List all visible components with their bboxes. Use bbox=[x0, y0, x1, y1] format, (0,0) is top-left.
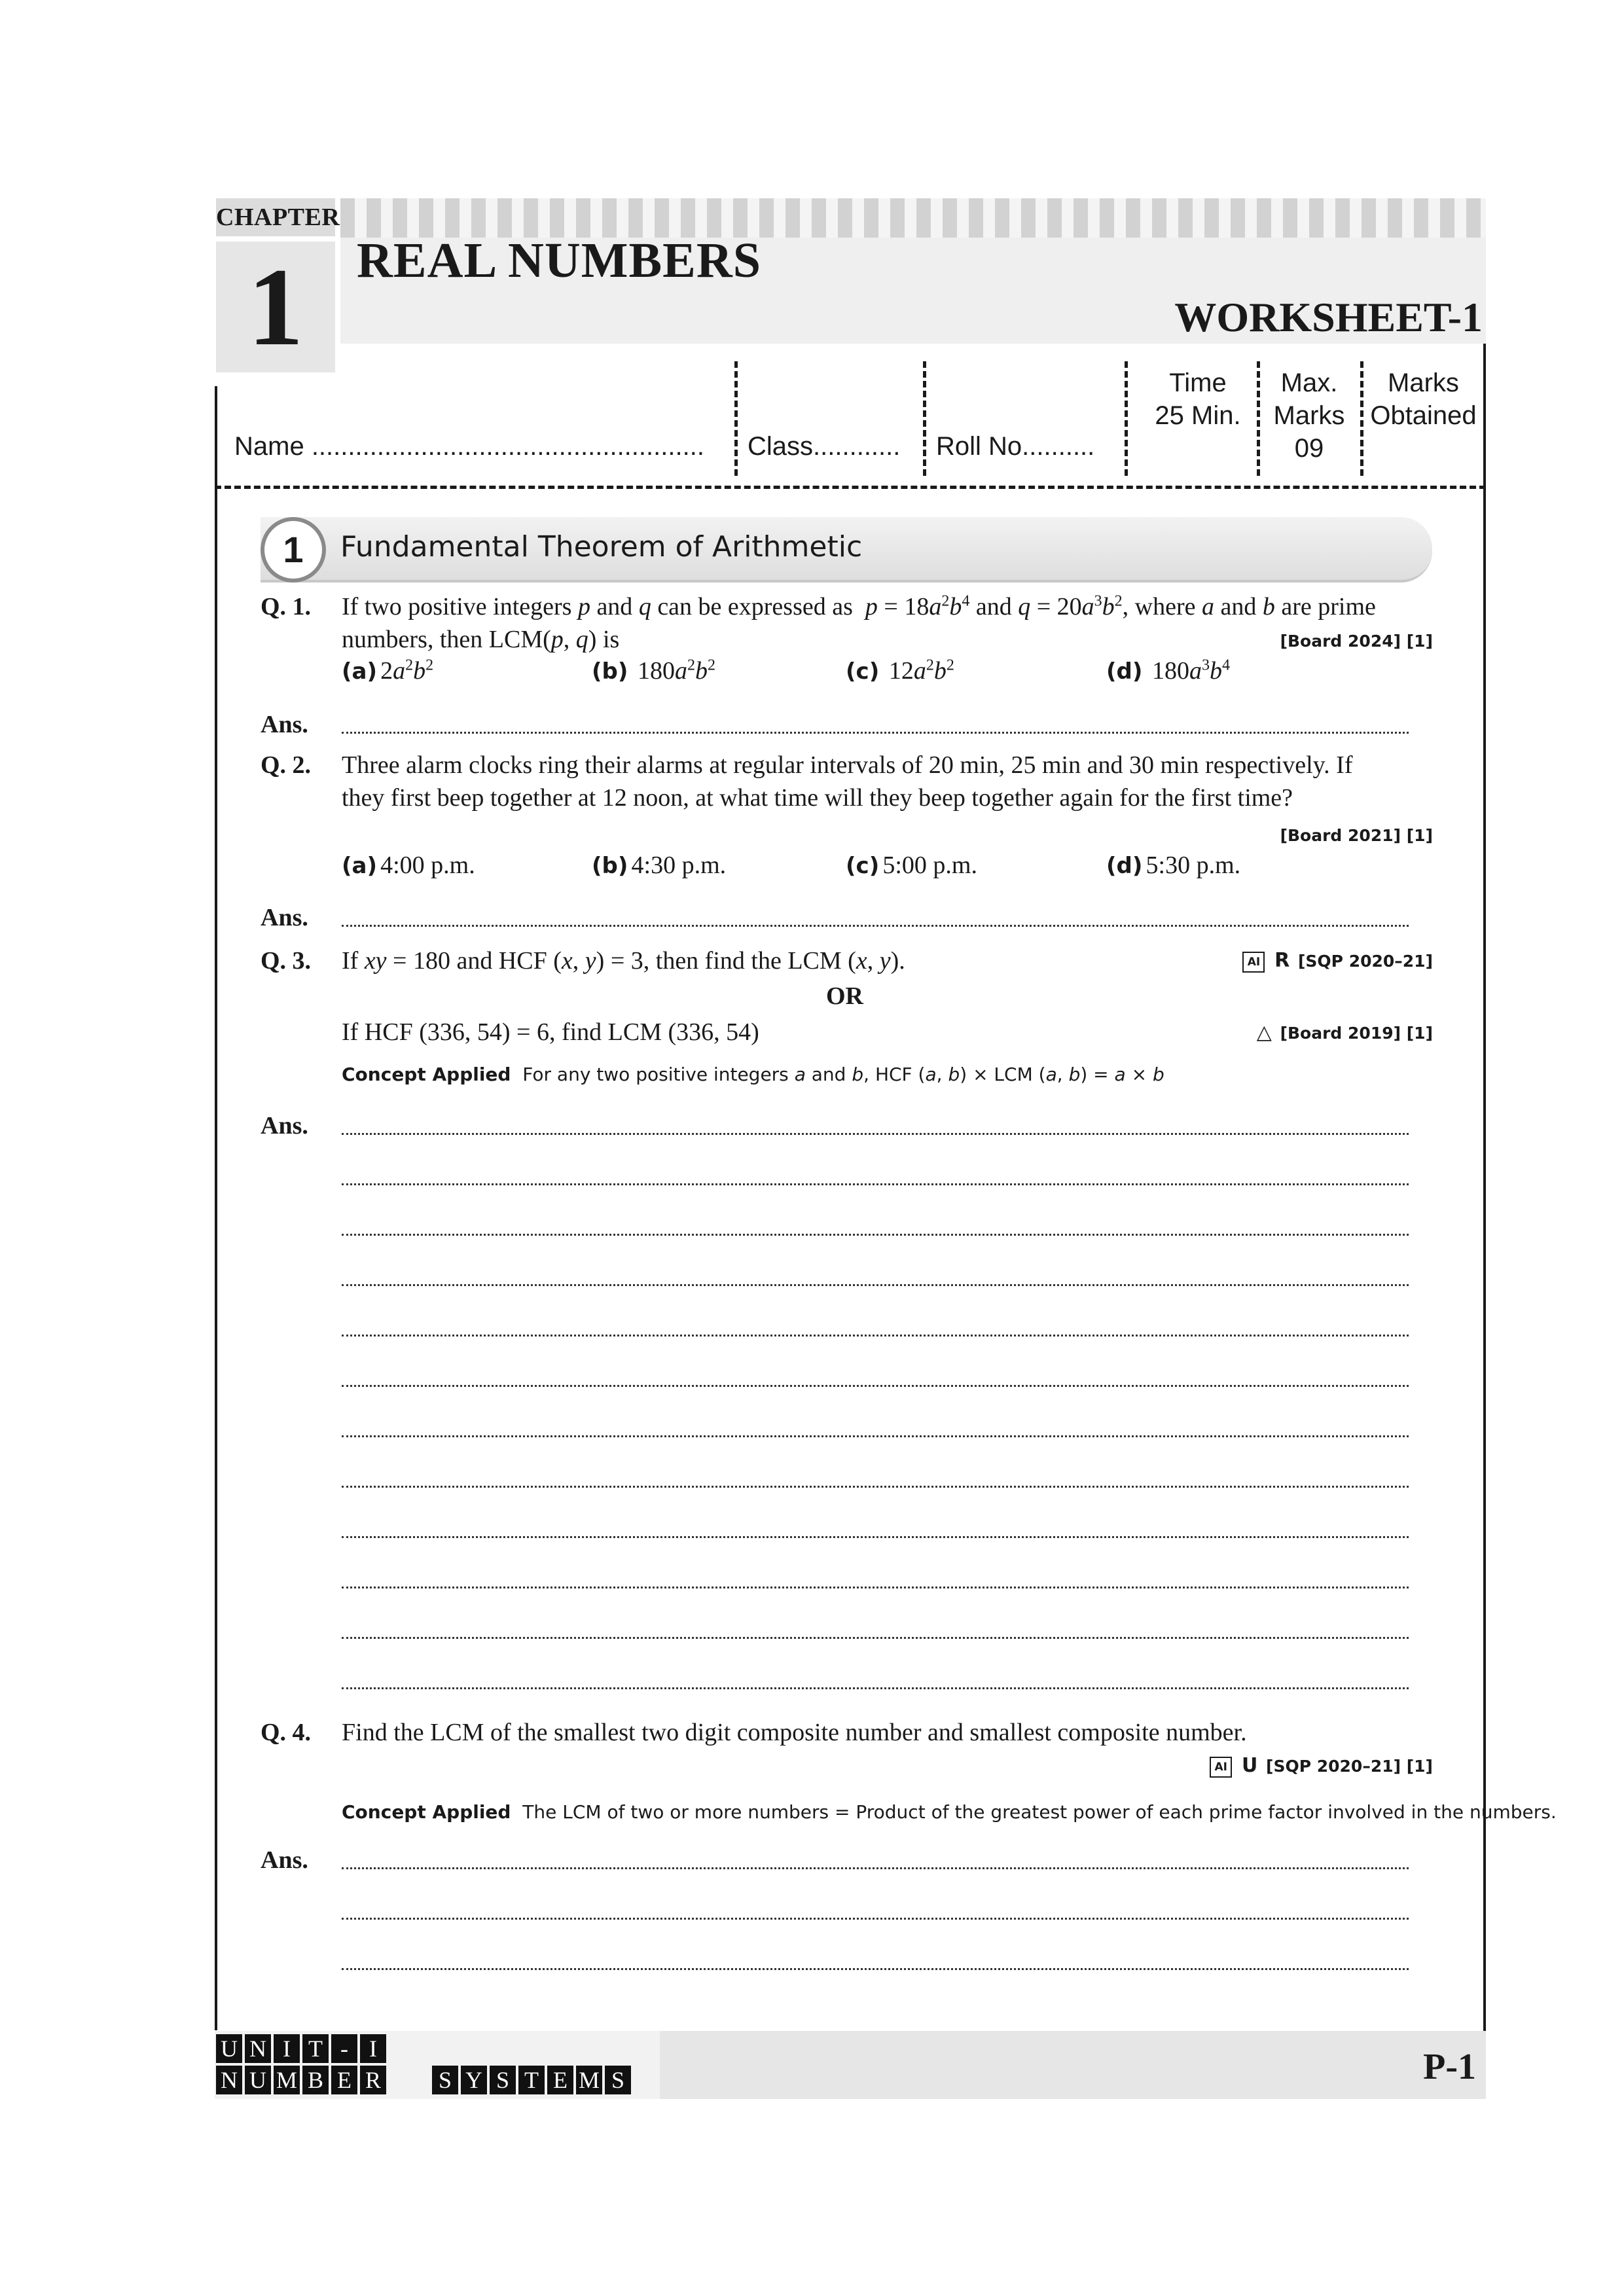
answer-line[interactable] bbox=[342, 1486, 1409, 1488]
answer-line[interactable] bbox=[342, 1133, 1409, 1135]
concept-text-and: and bbox=[811, 1064, 846, 1085]
chapter-title: REAL NUMBERS bbox=[357, 233, 761, 288]
answer-line[interactable] bbox=[342, 1335, 1409, 1336]
time-label: Time bbox=[1169, 368, 1227, 397]
obtained-label: Marks bbox=[1388, 368, 1459, 397]
answer-line[interactable] bbox=[342, 1385, 1409, 1387]
concept-text: For any two positive integers bbox=[522, 1064, 789, 1085]
option-text: $180a^3b^4$ bbox=[1146, 656, 1231, 685]
class-field[interactable]: Class............ bbox=[748, 432, 901, 461]
max-label: Max. bbox=[1280, 368, 1338, 397]
source-tag: [SQP 2020–21] bbox=[1297, 952, 1433, 971]
option-letter: (b) bbox=[592, 658, 628, 685]
answer-line[interactable] bbox=[342, 1918, 1409, 1920]
answer-label: Ans. bbox=[261, 904, 308, 931]
title-stripes bbox=[340, 198, 1486, 238]
unit-letter: S bbox=[490, 2066, 516, 2094]
option-text: $12a^2b^2$ bbox=[882, 656, 954, 685]
unit-letter: B bbox=[302, 2066, 329, 2094]
answer-line[interactable] bbox=[342, 1867, 1409, 1869]
source-tag-row bbox=[1242, 949, 1433, 973]
section-number: 1 bbox=[261, 517, 326, 583]
answer-line[interactable] bbox=[342, 1435, 1409, 1437]
option-letter: (d) bbox=[1106, 853, 1143, 879]
unit-letter: M bbox=[274, 2066, 300, 2094]
question-text: If xy = 180 and HCF (x, y) = 3, then find the LCM (x, y). bbox=[342, 947, 905, 975]
concept-applied: Concept Applied For any two positive integers a and b, HCF (a, b) × LCM (a, b) = a × b bbox=[342, 1064, 1164, 1085]
chapter-number: 1 bbox=[216, 242, 335, 372]
max-value: 09 bbox=[1294, 434, 1324, 463]
unit-letter: M bbox=[576, 2066, 602, 2094]
question-text: If two positive integers p and q can be expressed as $p = 18a^2b^4$ and $q = 20a^3b^2$, where a and b are prime bbox=[342, 592, 1376, 620]
ai-icon: AI bbox=[1242, 952, 1265, 973]
option-letter: (a) bbox=[342, 853, 378, 879]
max-label-2: Marks bbox=[1273, 401, 1345, 430]
answer-line[interactable] bbox=[342, 1183, 1409, 1185]
ai-icon: AI bbox=[1210, 1757, 1232, 1778]
option-b[interactable] bbox=[592, 656, 715, 685]
unit-letter: Y bbox=[461, 2066, 487, 2094]
frame-left-rule bbox=[215, 386, 217, 2030]
unit-letter: T bbox=[302, 2034, 329, 2063]
answer-line[interactable] bbox=[342, 1536, 1409, 1538]
page-number: P-1 bbox=[1423, 2047, 1476, 2087]
option-letter: (b) bbox=[592, 853, 628, 879]
question-text-cont: numbers, then LCM(p, q) is bbox=[342, 626, 620, 653]
name-field[interactable]: Name ...................................................... bbox=[234, 432, 704, 461]
roll-no-field[interactable]: Roll No.......... bbox=[936, 432, 1095, 461]
understand-icon: U bbox=[1241, 1754, 1258, 1777]
option-d[interactable] bbox=[1106, 851, 1240, 880]
source-tag: [Board 2021] [1] bbox=[1280, 826, 1433, 845]
unit-letter: R bbox=[360, 2066, 386, 2094]
concept-text: The LCM of two or more numbers = Product of the greatest power of each prime factor involved in the numbers. bbox=[522, 1801, 1557, 1823]
dashed-separator bbox=[215, 486, 1486, 489]
option-text: 5:30 p.m. bbox=[1146, 852, 1241, 879]
unit-letter: N bbox=[245, 2034, 271, 2063]
question-text: Three alarm clocks ring their alarms at regular intervals of 20 min, 25 min and 30 min respectively. If bbox=[342, 751, 1353, 779]
option-letter: (c) bbox=[846, 853, 880, 879]
concept-applied bbox=[342, 1801, 1557, 1823]
option-b[interactable] bbox=[592, 851, 726, 880]
divider bbox=[734, 361, 738, 476]
answer-line[interactable] bbox=[342, 1234, 1409, 1236]
answer-line[interactable] bbox=[342, 1687, 1409, 1689]
unit-letter: - bbox=[331, 2034, 357, 2063]
option-text: 5:00 p.m. bbox=[882, 852, 977, 879]
alt-source-tag: [Board 2019] [1] bbox=[1280, 1024, 1433, 1043]
option-d[interactable] bbox=[1106, 656, 1230, 685]
answer-label: Ans. bbox=[261, 711, 308, 738]
option-a[interactable] bbox=[342, 656, 433, 685]
unit-letter: U bbox=[216, 2034, 242, 2063]
option-c[interactable] bbox=[846, 656, 954, 685]
obtained-label-2: Obtained bbox=[1370, 401, 1477, 430]
marks-obtained-box[interactable] bbox=[1363, 367, 1484, 432]
answer-line[interactable] bbox=[342, 1284, 1409, 1286]
concept-label: Concept Applied bbox=[342, 1064, 511, 1085]
time-value: 25 Min. bbox=[1155, 401, 1241, 430]
question-number: Q. 3. bbox=[261, 947, 312, 975]
option-c[interactable] bbox=[846, 851, 977, 880]
unit-letter: U bbox=[245, 2066, 271, 2094]
answer-label: Ans. bbox=[261, 1846, 308, 1874]
unit-letter: E bbox=[547, 2066, 573, 2094]
answer-line[interactable] bbox=[342, 1637, 1409, 1639]
option-text: 4:30 p.m. bbox=[631, 852, 727, 879]
unit-letter: I bbox=[274, 2034, 300, 2063]
warning-icon: △ bbox=[1256, 1021, 1272, 1044]
section-title: Fundamental Theorem of Arithmetic bbox=[340, 530, 863, 564]
divider bbox=[1125, 361, 1128, 476]
alt-question-text: If HCF (336, 54) = 6, find LCM (336, 54) bbox=[342, 1018, 759, 1046]
remember-icon: R bbox=[1274, 949, 1290, 972]
concept-label: Concept Applied bbox=[342, 1801, 511, 1823]
option-text: $2a^2b^2$ bbox=[380, 656, 434, 685]
unit-letter: I bbox=[360, 2034, 386, 2063]
answer-line[interactable] bbox=[342, 1587, 1409, 1588]
question-text-cont: they first beep together at 12 noon, at what time will they beep together again for the first time? bbox=[342, 784, 1293, 812]
unit-letter: S bbox=[432, 2066, 458, 2094]
option-letter: (a) bbox=[342, 658, 378, 685]
max-marks-box bbox=[1260, 367, 1358, 465]
option-text: 4:00 p.m. bbox=[380, 852, 475, 879]
option-a[interactable] bbox=[342, 851, 475, 880]
answer-line[interactable] bbox=[342, 1968, 1409, 1970]
unit-letter: S bbox=[605, 2066, 631, 2094]
worksheet-title: WORKSHEET-1 bbox=[1174, 294, 1483, 340]
question-number: Q. 1. bbox=[261, 593, 312, 620]
question-number: Q. 2. bbox=[261, 751, 312, 779]
frame-right-rule bbox=[1483, 344, 1486, 2031]
divider bbox=[923, 361, 926, 476]
chapter-label: CHAPTER bbox=[216, 198, 335, 236]
source-tag: [SQP 2020–21] [1] bbox=[1266, 1757, 1433, 1776]
unit-letter: E bbox=[331, 2066, 357, 2094]
question-number: Q. 4. bbox=[261, 1719, 312, 1746]
alt-source-tag-row bbox=[1257, 1021, 1433, 1044]
answer-line[interactable] bbox=[342, 925, 1409, 927]
or-separator: OR bbox=[826, 982, 863, 1010]
answer-label: Ans. bbox=[261, 1112, 308, 1139]
unit-letter: N bbox=[216, 2066, 242, 2094]
question-text: Find the LCM of the smallest two digit composite number and smallest composite number. bbox=[342, 1719, 1247, 1746]
source-tag-row bbox=[1210, 1754, 1433, 1778]
option-letter: (d) bbox=[1106, 658, 1143, 685]
answer-line[interactable] bbox=[342, 732, 1409, 734]
time-box bbox=[1139, 367, 1257, 432]
option-letter: (c) bbox=[846, 658, 880, 685]
unit-letter: T bbox=[518, 2066, 545, 2094]
source-tag: [Board 2024] [1] bbox=[1280, 632, 1433, 651]
option-text: $180a^2b^2$ bbox=[631, 656, 716, 685]
